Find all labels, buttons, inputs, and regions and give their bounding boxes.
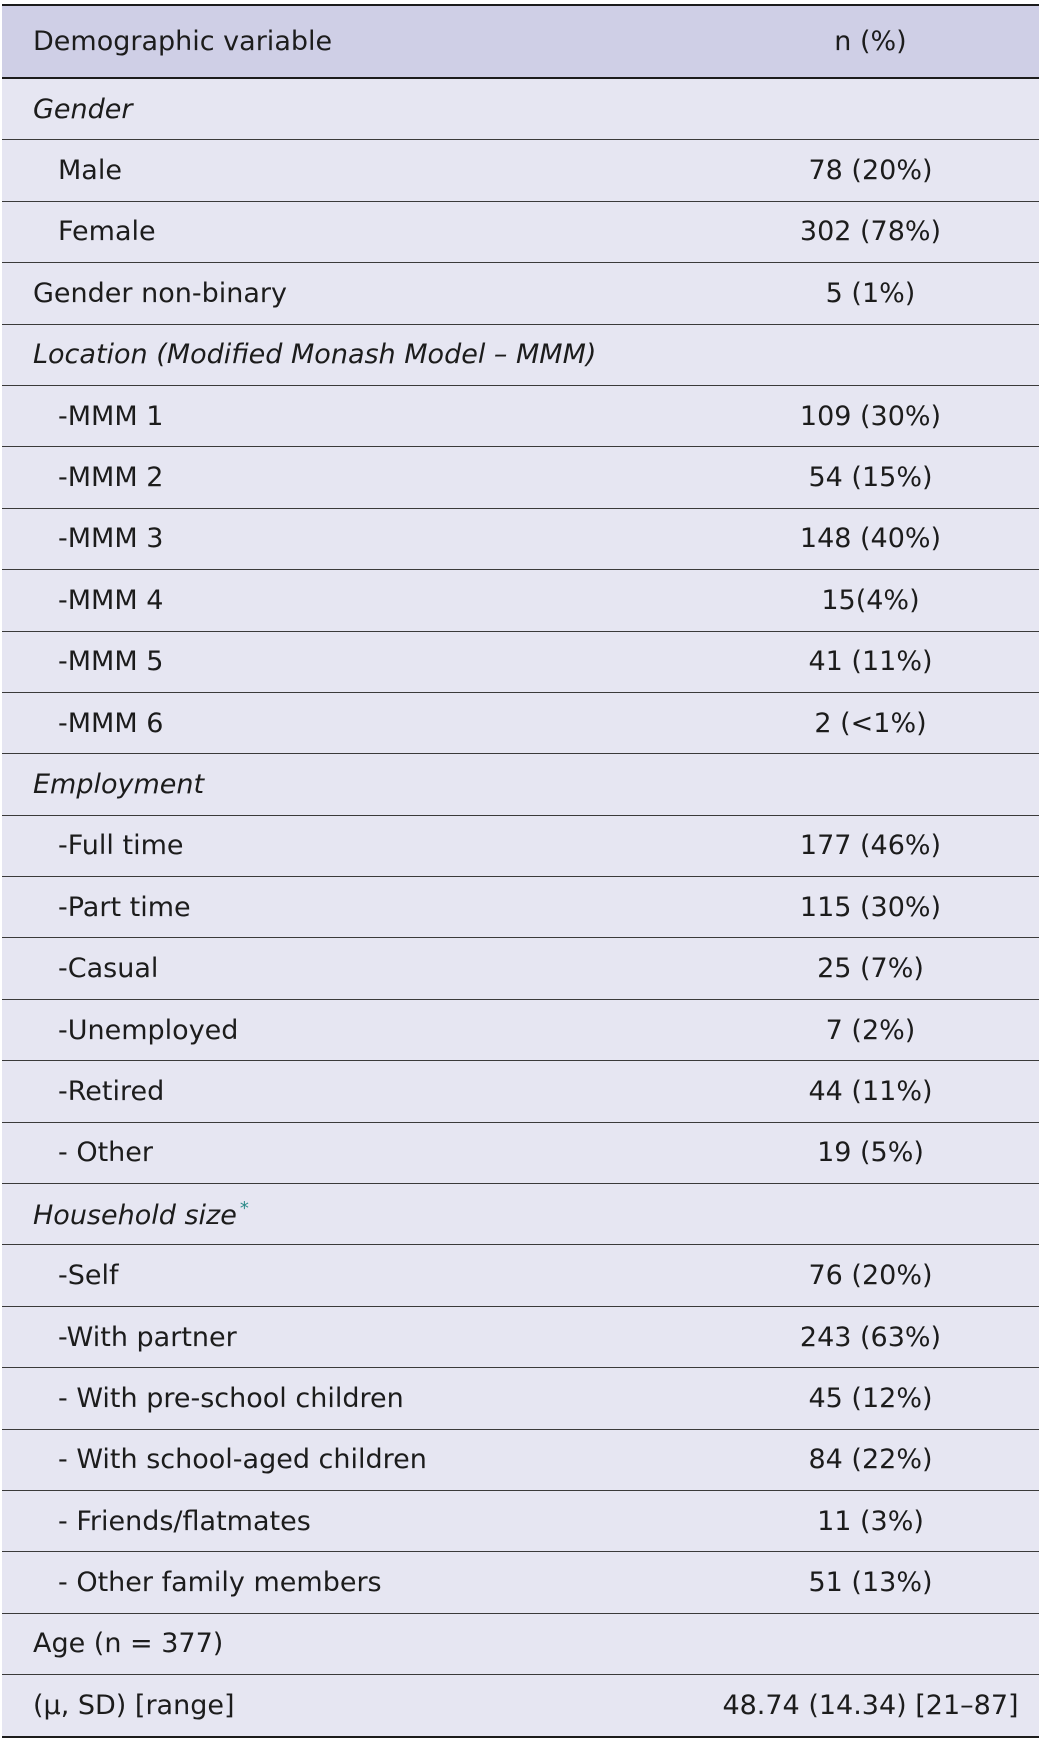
table-row (2, 1122, 1039, 1183)
table-row (2, 1675, 1039, 1737)
table-body (2, 78, 1039, 1737)
section-label (2, 78, 702, 140)
row-label (2, 447, 702, 508)
row-label-text: -Self (58, 1260, 119, 1292)
table-row (2, 201, 1039, 262)
row-value: 48.74 (14.34) [21–87] (702, 1675, 1039, 1737)
table-row (2, 447, 1039, 508)
row-label (2, 570, 702, 631)
row-label-text: -MMM 1 (58, 400, 164, 432)
row-label-text: -MMM 6 (58, 707, 164, 739)
row-label-text: (μ, SD) [range] (33, 1689, 235, 1721)
row-value (702, 1184, 1039, 1245)
row-label (2, 1613, 702, 1674)
row-label-text: Male (58, 155, 122, 187)
table-row (2, 385, 1039, 446)
row-label (2, 1490, 702, 1551)
row-value: 302 (78%) (702, 201, 1039, 262)
header-demographic-variable: Demographic variable (2, 5, 702, 78)
section-label (2, 754, 702, 815)
row-label (2, 692, 702, 753)
row-label-text: - Other (58, 1137, 153, 1169)
row-value: 19 (5%) (702, 1122, 1039, 1183)
row-value: 45 (12%) (702, 1368, 1039, 1429)
table-row (2, 140, 1039, 201)
table-row (2, 1061, 1039, 1122)
row-value: 51 (13%) (702, 1552, 1039, 1613)
row-label-text: -Retired (58, 1075, 165, 1107)
table-row (2, 999, 1039, 1060)
row-label-text: Household size (33, 1199, 237, 1231)
row-label (2, 877, 702, 938)
table-row (2, 1429, 1039, 1490)
row-label (2, 201, 702, 262)
table-row (2, 570, 1039, 631)
row-value (702, 324, 1039, 385)
row-label-text: -Unemployed (58, 1014, 239, 1046)
row-label (2, 1061, 702, 1122)
row-label (2, 1552, 702, 1613)
row-value: 78 (20%) (702, 140, 1039, 201)
row-label (2, 815, 702, 876)
table-row (2, 631, 1039, 692)
row-value: 177 (46%) (702, 815, 1039, 876)
demographics-table-container (2, 4, 1039, 1738)
table-row (2, 877, 1039, 938)
table-row (2, 78, 1039, 140)
row-label-text: - Friends/flatmates (58, 1505, 311, 1537)
table-row (2, 692, 1039, 753)
row-label (2, 1245, 702, 1306)
row-value: 7 (2%) (702, 999, 1039, 1060)
row-label (2, 140, 702, 201)
row-label-text: - With pre-school children (58, 1382, 404, 1414)
row-label-text: -MMM 2 (58, 462, 164, 494)
table-row (2, 1245, 1039, 1306)
row-label-text: -MMM 3 (58, 523, 164, 555)
table-row (2, 1306, 1039, 1367)
table-row (2, 1613, 1039, 1674)
row-value: 25 (7%) (702, 938, 1039, 999)
table-row (2, 263, 1039, 324)
row-value: 41 (11%) (702, 631, 1039, 692)
section-label (2, 324, 702, 385)
footnote-marker: * (239, 1197, 249, 1219)
row-label-text: Female (58, 216, 156, 248)
row-label-text: -Full time (58, 830, 184, 862)
table-row (2, 1368, 1039, 1429)
row-value (702, 754, 1039, 815)
row-label (2, 999, 702, 1060)
row-label-text: Employment (33, 768, 205, 800)
demographics-table (2, 4, 1039, 1738)
row-value: 148 (40%) (702, 508, 1039, 569)
header-n-percent: n (%) (702, 5, 1039, 78)
section-label (2, 1184, 702, 1245)
row-label-text: Gender (33, 93, 133, 125)
row-label (2, 1368, 702, 1429)
row-value: 109 (30%) (702, 385, 1039, 446)
header-row (2, 5, 1039, 78)
row-label (2, 631, 702, 692)
row-label (2, 385, 702, 446)
table-row (2, 754, 1039, 815)
row-label (2, 263, 702, 324)
row-value (702, 1613, 1039, 1674)
row-label-text: -Part time (58, 891, 191, 923)
table-row (2, 815, 1039, 876)
table-row (2, 1184, 1039, 1245)
table-row (2, 938, 1039, 999)
row-label-text: - Other family members (58, 1567, 382, 1599)
table-row (2, 508, 1039, 569)
row-value (702, 78, 1039, 140)
table-row (2, 1490, 1039, 1551)
row-label-text: - With school-aged children (58, 1444, 427, 1476)
row-label (2, 938, 702, 999)
row-value: 243 (63%) (702, 1306, 1039, 1367)
row-label-text: -MMM 5 (58, 646, 164, 678)
row-label (2, 1675, 702, 1737)
table-row (2, 1552, 1039, 1613)
row-value: 5 (1%) (702, 263, 1039, 324)
row-label (2, 1429, 702, 1490)
row-label (2, 508, 702, 569)
row-value: 115 (30%) (702, 877, 1039, 938)
row-label-text: Location (Modified Monash Model – MMM) (33, 339, 597, 371)
row-value: 11 (3%) (702, 1490, 1039, 1551)
row-label (2, 1122, 702, 1183)
table-row (2, 324, 1039, 385)
row-label (2, 1306, 702, 1367)
row-value: 15(4%) (702, 570, 1039, 631)
row-value: 54 (15%) (702, 447, 1039, 508)
row-value: 84 (22%) (702, 1429, 1039, 1490)
row-label-text: Age (n = 377) (33, 1628, 224, 1660)
row-label-text: -MMM 4 (58, 584, 164, 616)
row-value: 76 (20%) (702, 1245, 1039, 1306)
table-header (2, 5, 1039, 78)
row-value: 44 (11%) (702, 1061, 1039, 1122)
row-label-text: Gender non-binary (33, 277, 287, 309)
row-value: 2 (<1%) (702, 692, 1039, 753)
row-label-text: -With partner (58, 1321, 237, 1353)
row-label-text: -Casual (58, 953, 159, 985)
